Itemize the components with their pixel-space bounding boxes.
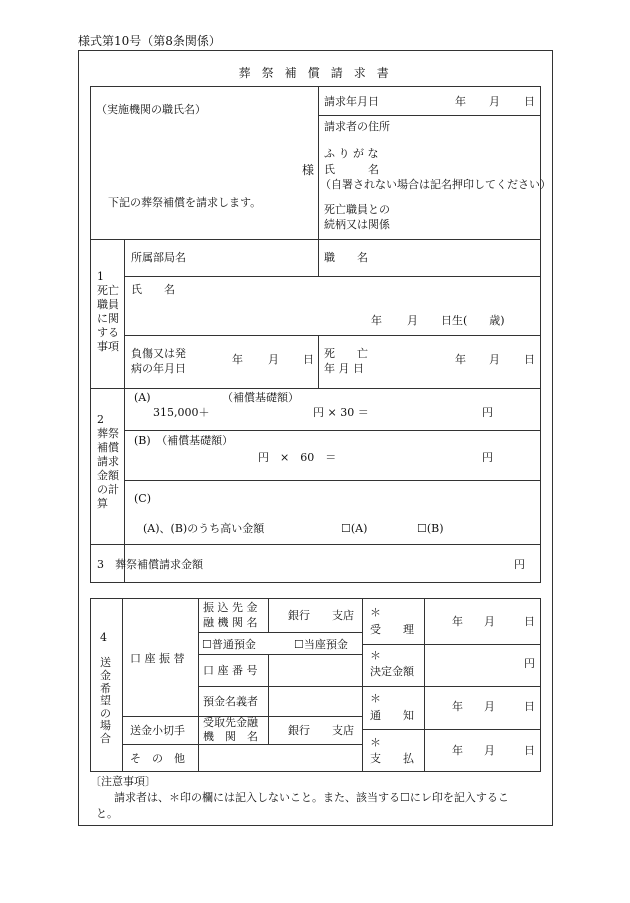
remittance-check-label: 送金小切手 [130, 724, 185, 737]
form-number-label: 様式第10号（第8条関係） [78, 34, 221, 48]
account-transfer-label: 口 座 振 替 [130, 652, 185, 665]
notice-day: 日 [524, 700, 535, 713]
decided-asterisk: ＊ [370, 649, 381, 662]
received-year: 年 [452, 615, 463, 628]
payment-year: 年 [452, 744, 463, 757]
death-day: 日 [524, 353, 535, 366]
calc-a-formula: 円 × 30 ＝ [313, 406, 369, 419]
death-date-label-2: 年 月 日 [324, 362, 364, 375]
notice-label: 通 知 [370, 709, 414, 722]
bank-label-1: 振 込 先 金 [203, 601, 258, 614]
remittance-table [90, 598, 541, 772]
injury-month: 月 [268, 353, 279, 366]
sign-note: （自署されない場合は記名押印してください） [320, 178, 551, 191]
notes-line-1: 請求者は、＊印の欄には記入しないこと。また、該当する☐にレ印を記入するこ [114, 791, 509, 804]
death-date-label-1: 死 亡 [324, 347, 368, 360]
calc-a-amount: 315,000＋ [153, 406, 210, 419]
payment-label: 支 払 [370, 752, 414, 765]
other-label: そ の 他 [130, 752, 185, 765]
decided-amount-label: 決定金額 [370, 665, 414, 678]
bank-branch-text: 銀行 支店 [288, 609, 354, 622]
notice-year: 年 [452, 700, 463, 713]
notes-heading: 〔注意事項〕 [90, 775, 156, 788]
birth-year: 年 [371, 314, 382, 327]
injury-year: 年 [232, 353, 243, 366]
section3-yen: 円 [514, 558, 525, 571]
received-label: 受 理 [370, 623, 414, 636]
received-month: 月 [484, 615, 495, 628]
injury-day: 日 [303, 353, 314, 366]
calc-c-text: (A)、(B)のうち高い金額 [143, 522, 265, 535]
relation-label-2: 続柄又は関係 [324, 218, 390, 231]
current-deposit-checkbox[interactable]: ☐当座預金 [294, 638, 348, 651]
request-day: 日 [524, 95, 535, 108]
notice-asterisk: ＊ [370, 692, 381, 705]
payment-day: 日 [524, 744, 535, 757]
decided-amount-yen: 円 [524, 657, 535, 670]
calc-b-formula: 円 × 60 ＝ [258, 451, 337, 464]
received-asterisk: ＊ [370, 606, 381, 619]
name-label: 氏 名 [324, 163, 379, 176]
calc-c-option-a[interactable]: ☐(A) [341, 522, 368, 535]
notice-month: 月 [484, 700, 495, 713]
receiving-bank-label-1: 受取先金融 [203, 716, 258, 729]
sama-label: 様 [302, 163, 315, 177]
dept-label: 所属部局名 [131, 251, 186, 264]
injury-date-label-1: 負傷又は発 [131, 347, 186, 360]
injury-date-label-2: 病の年月日 [131, 362, 186, 375]
calc-c-label: (C) [134, 492, 151, 505]
notes-line-2: と。 [96, 807, 118, 820]
death-year: 年 [455, 353, 466, 366]
calc-a-label: (A) [134, 391, 151, 404]
birth-day-age: 日生( 歳) [441, 314, 505, 327]
request-year: 年 [455, 95, 466, 108]
receiving-bank-label-2: 機 関 名 [203, 730, 258, 743]
account-number-label: 口 座 番 号 [203, 664, 258, 677]
relation-label-1: 死亡職員との [324, 203, 390, 216]
calc-a-base-label: （補償基礎額） [222, 391, 299, 404]
post-label: 職 名 [324, 251, 368, 264]
section3-label: 3 葬祭補償請求金額 [97, 558, 203, 571]
deceased-name-label: 氏 名 [131, 283, 175, 296]
agency-label: （実施機関の職氏名） [96, 103, 206, 116]
payment-month: 月 [484, 744, 495, 757]
calc-c-option-b[interactable]: ☐(B) [417, 522, 444, 535]
request-statement: 下記の葬祭補償を請求します。 [108, 196, 262, 209]
section2-label: 2 葬祭 補償 請求 金額 の計 算 [97, 413, 119, 511]
birth-month: 月 [407, 314, 418, 327]
bank-label-2: 融 機 関 名 [203, 616, 258, 629]
payment-asterisk: ＊ [370, 736, 381, 749]
furigana-label: ふ り が な [324, 147, 379, 160]
account-holder-label: 預金名義者 [203, 695, 258, 708]
request-date-label: 請求年月日 [324, 95, 379, 108]
receiving-bank-branch-text: 銀行 支店 [288, 724, 354, 737]
calc-a-yen: 円 [482, 406, 493, 419]
form-title: 葬 祭 補 償 請 求 書 [238, 66, 393, 80]
calc-b-label: (B) （補償基礎額） [134, 434, 234, 447]
calc-b-yen: 円 [482, 451, 493, 464]
address-label: 請求者の住所 [324, 120, 390, 133]
death-month: 月 [489, 353, 500, 366]
section1-label: 1 死亡 職員 に関 する 事項 [97, 270, 119, 354]
section4-label: 4 送 金 希 望 の 場 合 [100, 631, 111, 746]
request-month: 月 [489, 95, 500, 108]
received-day: 日 [524, 615, 535, 628]
ordinary-deposit-checkbox[interactable]: ☐普通預金 [202, 638, 256, 651]
